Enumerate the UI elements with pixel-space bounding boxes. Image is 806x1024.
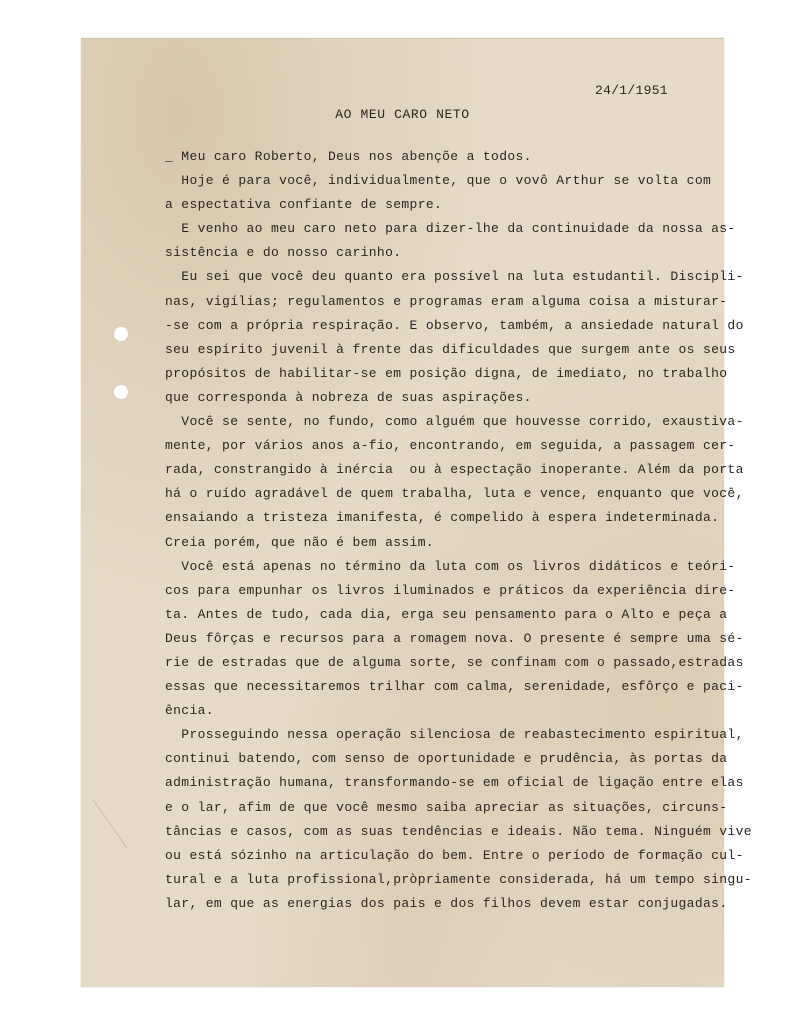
letter-line: administração humana, transformando-se em oficial de ligação entre elas bbox=[165, 775, 744, 791]
letter-line: sistência e do nosso carinho. bbox=[165, 245, 402, 261]
letter-line: há o ruído agradável de quem trabalha, luta e vence, enquanto que você, bbox=[165, 486, 744, 502]
letter-page bbox=[81, 38, 752, 987]
letter-line: que corresponda à nobreza de suas aspirações. bbox=[165, 389, 532, 405]
letter-body bbox=[165, 145, 752, 916]
letter-line: mente, por vários anos a-fio, encontrando, em seguida, a passagem cer- bbox=[165, 438, 736, 454]
letter-date: 24/1/1951 bbox=[595, 83, 668, 98]
letter-line: Você se sente, no fundo, como alguém que houvesse corrido, exaustiva- bbox=[165, 414, 744, 430]
letter-line: rada, constrangido à inércia ou à espectação inoperante. Além da porta bbox=[165, 462, 744, 478]
letter-line: -se com a própria respiração. E observo, também, a ansiedade natural do bbox=[165, 317, 744, 333]
letter-line: rie de estradas que de alguma sorte, se confinam com o passado,estradas bbox=[165, 654, 744, 670]
letter-line: ta. Antes de tudo, cada dia, erga seu pensamento para o Alto e peça a bbox=[165, 606, 728, 622]
letter-line: ensaiando a tristeza imanifesta, é compelido à espera indeterminada. bbox=[165, 510, 720, 526]
letter-line: cos para empunhar os livros iluminados e práticos da experiência dire- bbox=[165, 582, 736, 598]
letter-line: essas que necessitaremos trilhar com calma, serenidade, esfôrço e paci- bbox=[165, 679, 744, 695]
letter-line: ou está sózinho na articulação do bem. Entre o período de formação cul- bbox=[165, 847, 744, 863]
letter-line: tâncias e casos, com as suas tendências e ideais. Não tema. Ninguém vive bbox=[165, 823, 752, 839]
punch-hole bbox=[114, 385, 128, 399]
letter-line: Você está apenas no término da luta com os livros didáticos e teóri- bbox=[165, 558, 736, 574]
letter-line: Eu sei que você deu quanto era possível na luta estudantil. Discipli- bbox=[165, 269, 744, 285]
letter-line: Creia porém, que não é bem assim. bbox=[165, 534, 434, 550]
punch-hole bbox=[114, 327, 128, 341]
letter-line: nas, vigílias; regulamentos e programas eram alguma coisa a misturar- bbox=[165, 293, 728, 309]
letter-line: continui batendo, com senso de oportunidade e prudência, às portas da bbox=[165, 751, 728, 767]
letter-line: e o lar, afim de que você mesmo saiba apreciar as situações, circuns- bbox=[165, 799, 728, 815]
letter-line: E venho ao meu caro neto para dizer-lhe da continuidade da nossa as- bbox=[165, 221, 736, 237]
letter-line: _ Meu caro Roberto, Deus nos abençõe a todos. bbox=[165, 149, 532, 164]
letter-line: Prosseguindo nessa operação silenciosa de reabastecimento espiritual, bbox=[165, 727, 744, 743]
letter-line: propósitos de habilitar-se em posição digna, de imediato, no trabalho bbox=[165, 365, 728, 381]
paper-crease bbox=[93, 799, 128, 849]
letter-line: Deus fôrças e recursos para a romagem nova. O presente é sempre uma sé- bbox=[165, 630, 744, 646]
letter-line: tural e a luta profissional,pròpriamente considerada, há um tempo singu- bbox=[165, 871, 752, 887]
letter-line: ência. bbox=[165, 703, 214, 719]
letter-line: seu espírito juvenil à frente das dificuldades que surgem ante os seus bbox=[165, 341, 736, 357]
letter-line: Hoje é para você, individualmente, que o vovô Arthur se volta com bbox=[165, 173, 712, 189]
letter-line: a espectativa confiante de sempre. bbox=[165, 197, 443, 213]
letter-title: AO MEU CARO NETO bbox=[335, 107, 470, 122]
letter-line: lar, em que as energias dos pais e dos filhos devem estar conjugadas. bbox=[165, 895, 728, 911]
